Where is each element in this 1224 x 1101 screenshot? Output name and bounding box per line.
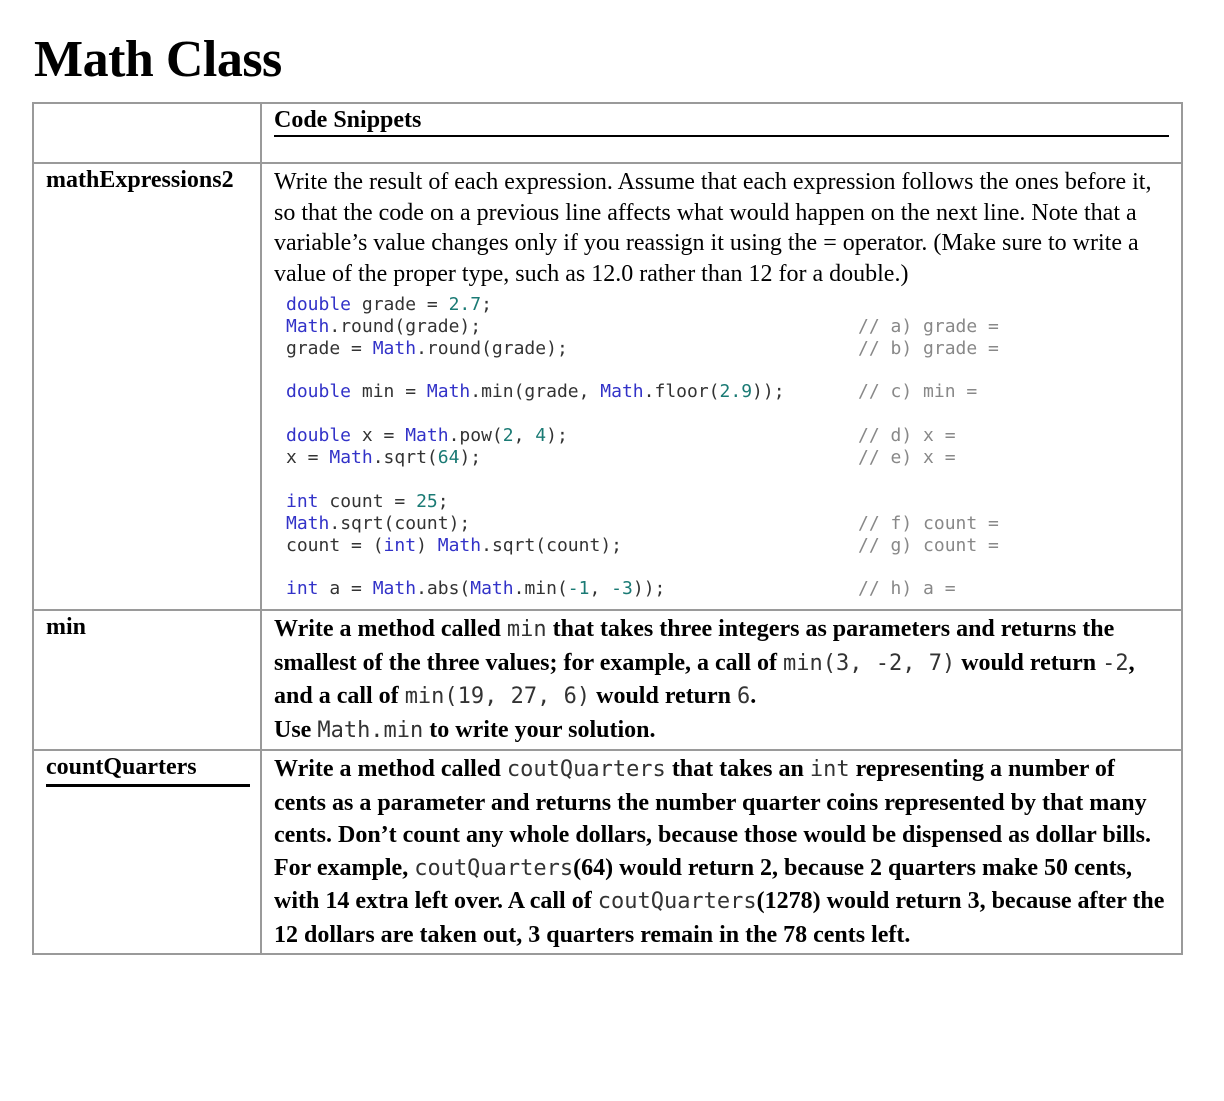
problem-body-math-expressions (261, 163, 1182, 610)
answer-comment: // f) count = (858, 513, 999, 534)
count-quarters-label: countQuarters (46, 754, 250, 787)
header-row (33, 103, 1182, 163)
code-line: Math.sqrt(count); (286, 513, 471, 534)
code-line: Math.round(grade); (286, 316, 482, 337)
problem-name-min: min (33, 610, 261, 750)
min-description: Write a method called min that takes three integers as parameters and returns the smallest of the three values; for example, a call of min(3, -2, 7) would return -2, and a call of min(19, 27, 6) would return 6. Use Math.min to write your solution. (274, 616, 1135, 743)
code-line: int a = Math.abs(Math.min(-1, -3)); (286, 578, 666, 599)
header-cell (261, 103, 1182, 163)
math-expressions-description: Write the result of each expression. Assume that each expression follows the ones before it, so that the code on a previous line affects what would happen on the next line. Note that a variable’s value changes only if you reassign it using the = operator. (Make sure to write a value of the proper type, such as 12.0 rather than 12 for a double.) (274, 169, 1152, 287)
code-line: double x = Math.pow(2, 4); (286, 425, 568, 446)
header-empty-cell (33, 103, 261, 163)
count-quarters-description: Write a method called coutQuarters that takes an int representing a number of cents as a parameter and returns the number quarter coins represented by that many cents. Don’t count any whole dollars, because those would be dispensed as dollar bills. For example, coutQuarters(64) would return 2, because 2 quarters make 50 cents, with 14 extra left over. A call of coutQuarters(1278) would return 3, because after the 12 dollars are taken out, 3 quarters remain in the 78 cents left. (274, 756, 1165, 948)
problem-row-min (33, 610, 1182, 750)
code-line: grade = Math.round(grade); (286, 338, 568, 359)
problem-name-count-quarters (33, 750, 261, 954)
code-line: x = Math.sqrt(64); (286, 447, 482, 468)
answer-comment: // g) count = (858, 535, 999, 556)
page-title: Math Class (34, 31, 282, 88)
worksheet-table (32, 102, 1183, 955)
code-block (262, 289, 1181, 609)
problem-row-count-quarters (33, 750, 1182, 954)
answer-comment: // c) min = (858, 381, 978, 402)
answer-comment: // b) grade = (858, 338, 999, 359)
answer-comment: // d) x = (858, 425, 956, 446)
answer-comment: // a) grade = (858, 316, 999, 337)
code-line: int count = 25; (286, 491, 449, 512)
problem-body-count-quarters (261, 750, 1182, 954)
code-line: count = (int) Math.sqrt(count); (286, 535, 622, 556)
code-line: double min = Math.min(grade, Math.floor(2.9)); (286, 381, 785, 402)
problem-row-math-expressions (33, 163, 1182, 610)
answer-comment: // e) x = (858, 447, 956, 468)
answer-comment: // h) a = (858, 578, 956, 599)
code-snippets-heading: Code Snippets (274, 107, 1169, 137)
problem-name-math-expressions: mathExpressions2 (33, 163, 261, 610)
code-line: double grade = 2.7; (286, 294, 492, 315)
problem-body-min (261, 610, 1182, 750)
